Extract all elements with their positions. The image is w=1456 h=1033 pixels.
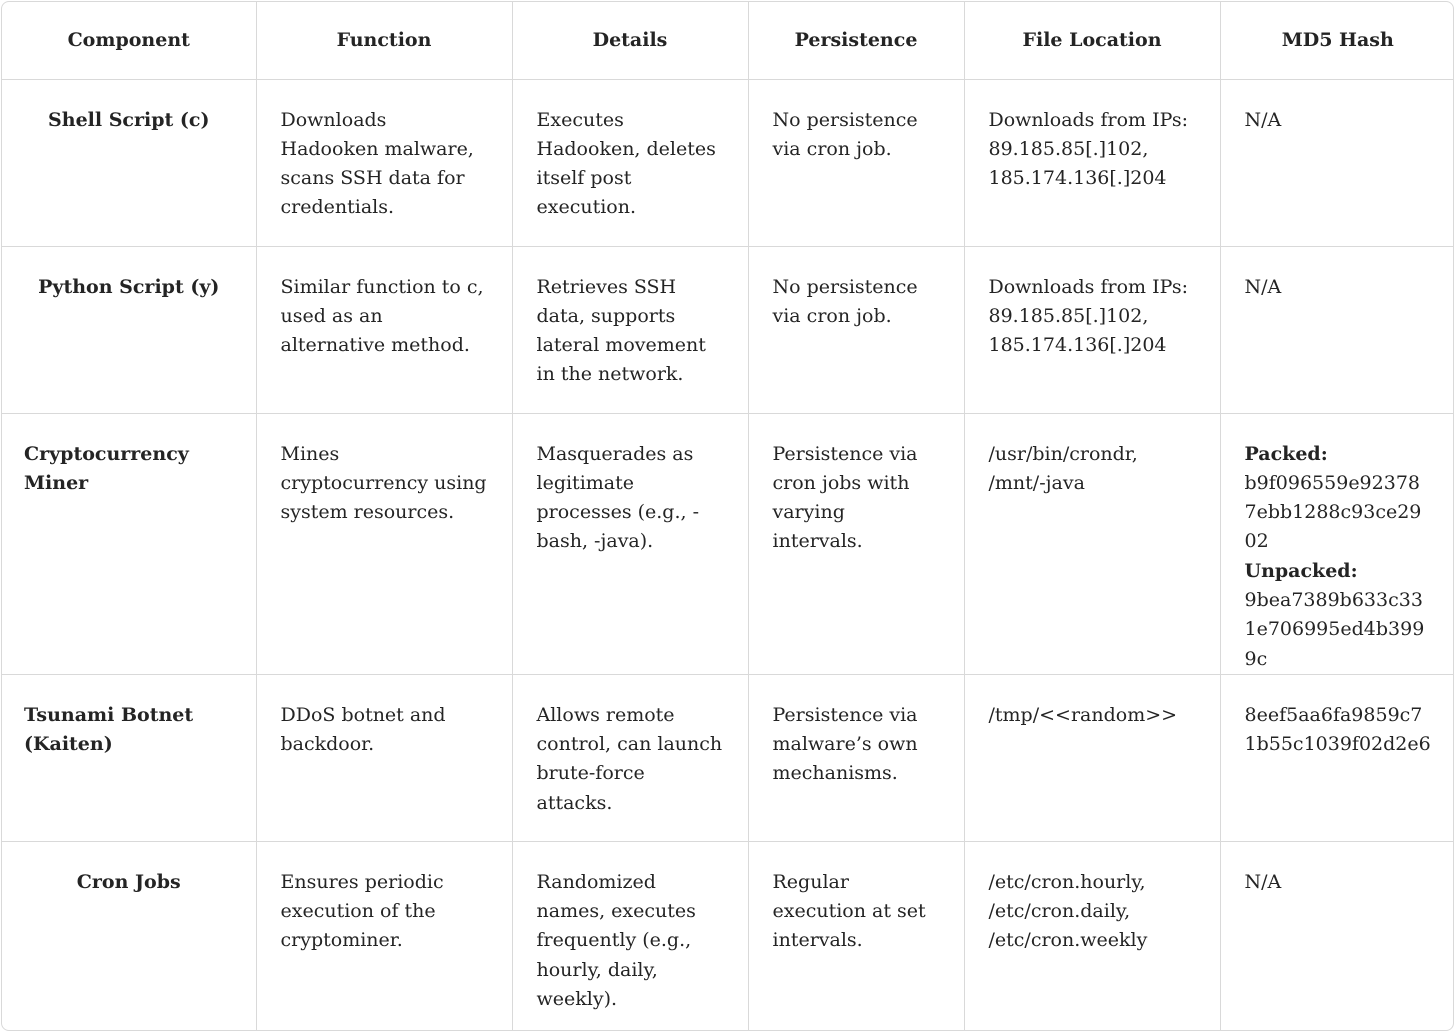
cell-persistence: Regular execution at set intervals. bbox=[748, 841, 964, 1031]
cell-component: Cryptocurrency Miner bbox=[2, 413, 256, 674]
header-function: Function bbox=[256, 2, 512, 79]
cell-file-location: Downloads from IPs: 89.185.85[.]102, 185.174.136[.]204 bbox=[964, 79, 1220, 246]
cell-file-location: /usr/bin/crondr, /mnt/-java bbox=[964, 413, 1220, 674]
cell-file-location: /tmp/<<random>> bbox=[964, 674, 1220, 841]
table-row bbox=[2, 246, 1454, 413]
cell-details: Retrieves SSH data, supports lateral movement in the network. bbox=[512, 246, 748, 413]
cell-function: Ensures periodic execution of the cryptominer. bbox=[256, 841, 512, 1031]
cell-file-location: Downloads from IPs: 89.185.85[.]102, 185.174.136[.]204 bbox=[964, 246, 1220, 413]
hash-unpacked-value: 9bea7389b633c331e706995ed4b3999c bbox=[1244, 588, 1425, 670]
table bbox=[2, 2, 1454, 1031]
cell-details: Allows remote control, can launch brute-force attacks. bbox=[512, 674, 748, 841]
cell-component: Cron Jobs bbox=[2, 841, 256, 1031]
cell-details: Executes Hadooken, deletes itself post execution. bbox=[512, 79, 748, 246]
cell-persistence: Persistence via malware’s own mechanisms. bbox=[748, 674, 964, 841]
hash-packed-value: b9f096559e923787ebb1288c93ce2902 bbox=[1244, 471, 1422, 553]
cell-persistence: No persistence via cron job. bbox=[748, 246, 964, 413]
cell-md5-hash: N/A bbox=[1244, 870, 1282, 893]
header-persistence: Persistence bbox=[748, 2, 964, 79]
table-row bbox=[2, 841, 1454, 1031]
header-details: Details bbox=[512, 2, 748, 79]
cell-details: Masquerades as legitimate processes (e.g., -bash, -java). bbox=[512, 413, 748, 674]
cell-function: Downloads Hadooken malware, scans SSH data for credentials. bbox=[256, 79, 512, 246]
table-row bbox=[2, 79, 1454, 246]
header-row bbox=[2, 2, 1454, 79]
cell-component: Shell Script (c) bbox=[2, 79, 256, 246]
hash-unpacked-label: Unpacked: bbox=[1244, 559, 1358, 582]
cell-md5-hash: N/A bbox=[1220, 79, 1454, 246]
cell-persistence: Persistence via cron jobs with varying intervals. bbox=[748, 413, 964, 674]
cell-details: Randomized names, executes frequently (e.g., hourly, daily, weekly). bbox=[512, 841, 748, 1031]
cell-md5-hash: 8eef5aa6fa9859c71b55c1039f02d2e6 bbox=[1220, 674, 1454, 841]
cell-function: Similar function to c, used as an alternative method. bbox=[256, 246, 512, 413]
header-file-location: File Location bbox=[964, 2, 1220, 79]
cell-function: DDoS botnet and backdoor. bbox=[256, 674, 512, 841]
hash-packed-label: Packed: bbox=[1244, 442, 1328, 465]
table-row bbox=[2, 674, 1454, 841]
malware-components-table bbox=[1, 1, 1454, 1031]
header-component: Component bbox=[2, 2, 256, 79]
cell-persistence: No persistence via cron job. bbox=[748, 79, 964, 246]
cell-function: Mines cryptocurrency using system resources. bbox=[256, 413, 512, 674]
cell-component: Python Script (y) bbox=[2, 246, 256, 413]
cell-md5-hash bbox=[1220, 413, 1454, 674]
cell-md5-hash: N/A bbox=[1220, 246, 1454, 413]
table-row bbox=[2, 413, 1454, 674]
header-md5-hash: MD5 Hash bbox=[1220, 2, 1454, 79]
cell-component: Tsunami Botnet (Kaiten) bbox=[2, 674, 256, 841]
cell-file-location: /etc/cron.hourly, /etc/cron.daily, /etc/cron.weekly bbox=[964, 841, 1220, 1031]
